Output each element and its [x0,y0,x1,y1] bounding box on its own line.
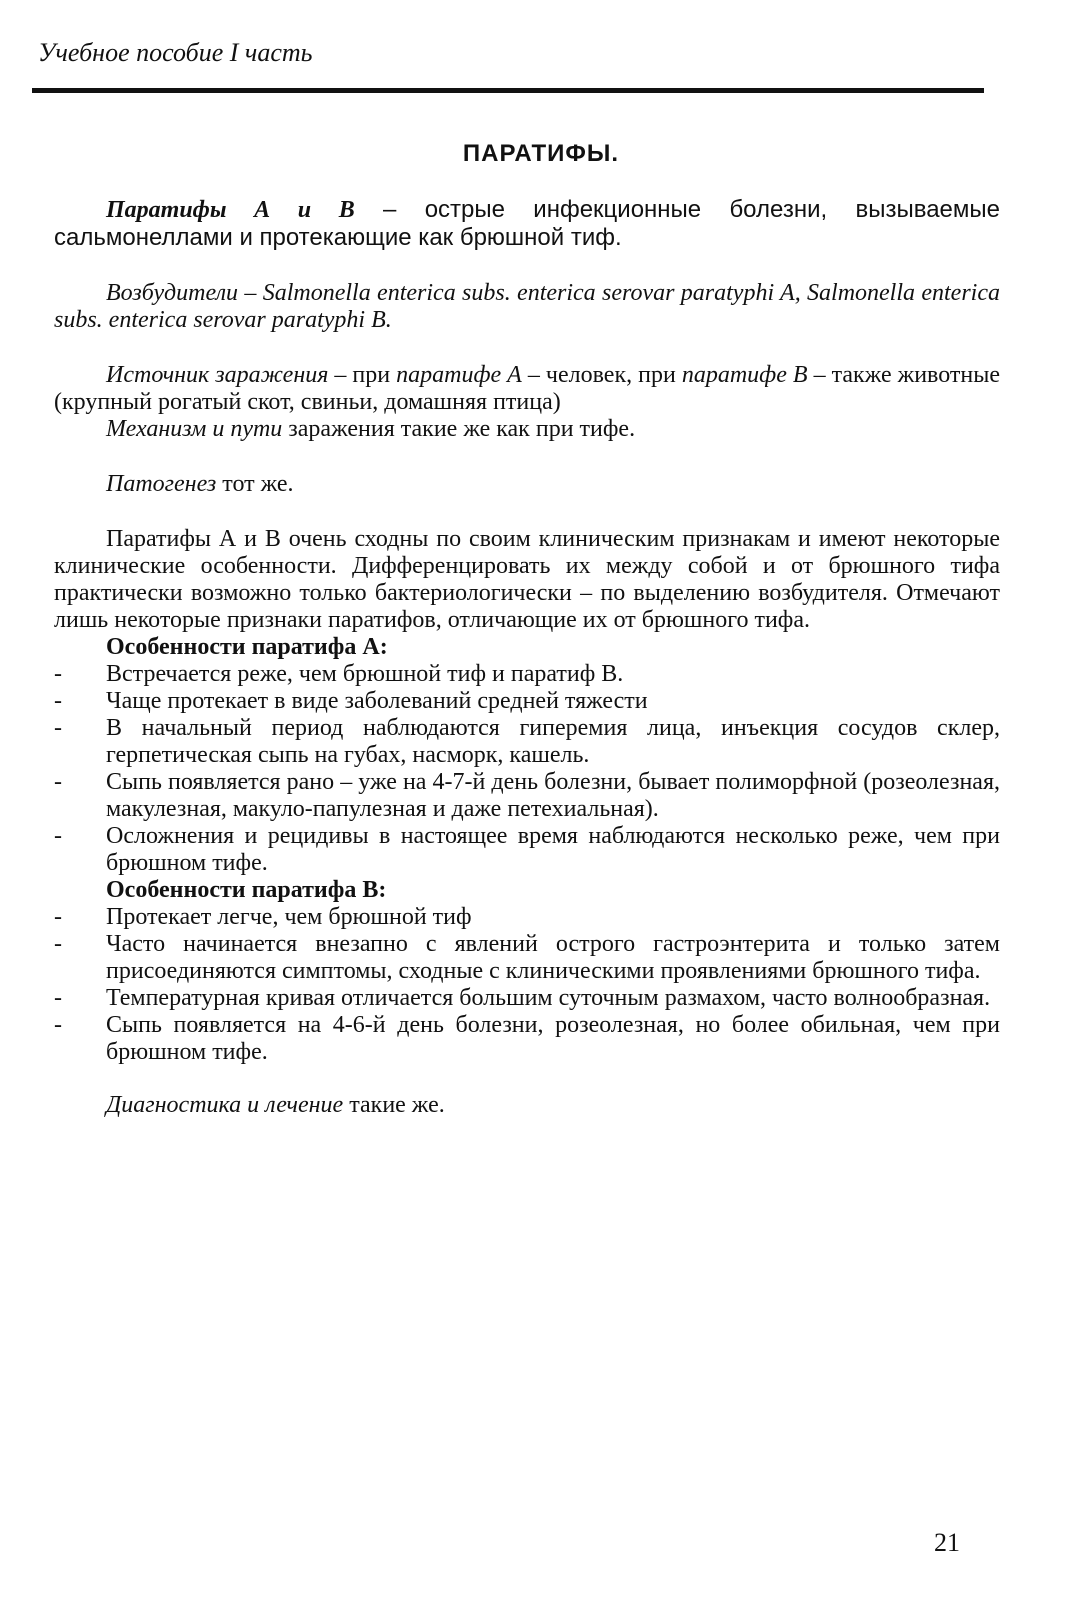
source-term-a: паратифе А [396,362,522,388]
similarity-paragraph: Паратифы А и В очень сходны по своим клиническим признакам и имеют некоторые клинические особенности. Дифференцировать их между собой и от брюшного тифа практически возможно только бактериологически – по выделению возбудителя. Отмечают лишь некоторые признаки паратифов, отличающие их от брюшного тифа. [54,526,1000,633]
intro-text: – острые инфекционные болезни, вызываемые сальмонеллами и протекающие как брюшной тиф. [54,196,1000,251]
list-item-text: В начальный период наблюдаются гиперемия лица, инъекция сосудов склер, герпетическая сыпь на губах, насморк, кашель. [106,715,1000,768]
list-marker: - [54,769,62,795]
list-item-text: Часто начинается внезапно с явлений острого гастроэнтерита и только затем присоединяются симптомы, сходные с клиническими проявлениями брюшного тифа. [106,931,1000,984]
pathogenesis-text: тот же. [216,471,294,497]
features-b-heading: Особенности паратифа В: [106,877,387,903]
running-header: Учебное пособие I часть [38,38,313,67]
mechanism-label: Механизм и пути [106,416,283,442]
list-marker: - [54,985,62,1011]
source-text-3: – также животные (крупный рогатый скот, свиньи, домашняя птица) [54,362,1001,415]
main-content [54,196,1000,1119]
header-rule [32,88,984,93]
list-marker: - [54,931,62,957]
source-paragraph [54,362,1000,416]
features-a-list [54,661,1000,877]
list-item [54,931,1000,985]
list-item-text: Осложнения и рецидивы в настоящее время наблюдаются несколько реже, чем при брюшном тифе. [106,823,1000,876]
mechanism-paragraph [54,416,1000,443]
diagnosis-label: Диагностика и лечение [106,1092,344,1118]
list-marker: - [54,904,62,930]
list-item [54,715,1000,769]
source-text-1: – при [328,362,397,388]
list-item-text: Сыпь появляется на 4-6-й день болезни, розеолезная, но более обильная, чем при брюшном тифе. [106,1012,1000,1065]
list-marker: - [54,715,62,741]
list-item-text: Протекает легче, чем брюшной тиф [106,904,472,930]
list-item [54,985,1000,1012]
list-item [54,904,1000,931]
intro-paragraph [54,196,1000,252]
list-item-text: Температурная кривая отличается большим суточным размахом, часто волнообразная. [106,985,991,1011]
list-item [54,823,1000,877]
pathogens-text: – Salmonella enterica subs. enterica serovar paratyphi A, Salmonella enterica subs. enterica serovar paratyphi B. [54,280,1000,333]
diagnosis-text: такие же. [343,1092,445,1118]
features-a-heading: Особенности паратифа А: [106,634,388,660]
list-item-text: Встречается реже, чем брюшной тиф и паратиф В. [106,661,624,687]
list-item-text: Сыпь появляется рано – уже на 4-7-й день болезни, бывает полиморфной (розеолезная, макулезная, макуло-папулезная и даже петехиальная). [106,769,1000,822]
pathogenesis-paragraph [54,471,1000,498]
page-number: 21 [934,1528,960,1557]
list-marker: - [54,1012,62,1038]
source-label: Источник заражения [106,362,329,388]
mechanism-text: заражения такие же как при тифе. [282,416,636,442]
pathogens-paragraph [54,280,1000,334]
list-item [54,769,1000,823]
intro-term: Паратифы А и В [106,197,355,223]
source-term-b: паратифе В [681,362,808,388]
pathogenesis-label: Патогенез [106,471,217,497]
list-marker: - [54,823,62,849]
features-b-list [54,904,1000,1066]
list-item [54,688,1000,715]
pathogens-label: Возбудители [106,280,239,306]
list-marker: - [54,688,62,714]
list-marker: - [54,661,62,687]
list-item-text: Чаще протекает в виде заболеваний средней тяжести [106,688,648,714]
page-title: ПАРАТИФЫ. [462,140,620,167]
list-item [54,661,1000,688]
diagnosis-paragraph [54,1092,1000,1119]
source-text-2: – человек, при [521,362,682,388]
list-item [54,1012,1000,1066]
